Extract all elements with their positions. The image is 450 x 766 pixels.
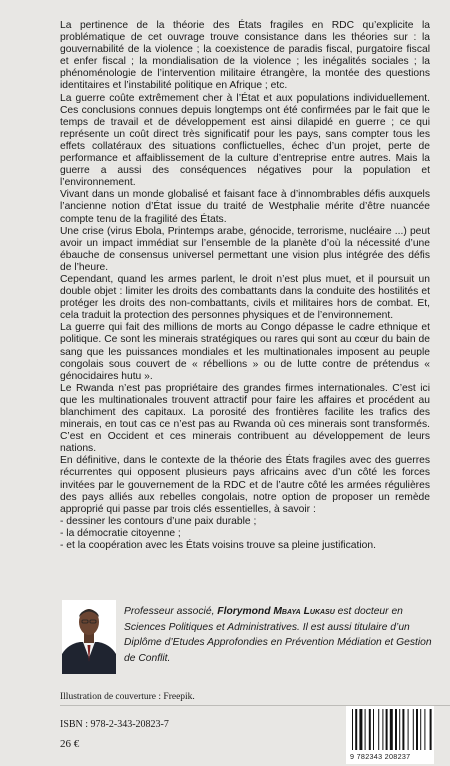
paragraph-5: Cependant, quand les armes parlent, le droit n’est plus muet, et il poursuit un double objet : limiter les droits des combattants dans la conduite des hostilités et protéger les droits des non-combattants, civils et militaires hors de combat. Et, cela traduit la protection des personnes physiques et de l’environnement. — [60, 273, 430, 322]
paragraph-3: Vivant dans un monde globalisé et faisant face à d’innombrables défis auxquels l’ancienne notion d’État issue du traité de Westphalie mérite d’être nuancée compte tenu de la fragilité des États. — [60, 189, 430, 225]
back-cover-text — [60, 20, 430, 552]
price: 26 € — [60, 738, 80, 750]
paragraph-7: Le Rwanda n’est pas propriétaire des grandes firmes internationales. C’est ici que les multinationales trouvent attractif pour faire les affaires et procédent au blanchiment des capitaux. La porosité des frontières facilite les trafics des minerais, en tout cas ce n’est pas au Rwanda où ces minerais sont transformés. C’est en Occident et ces minerais contribuent au développement de leurs nations. — [60, 382, 430, 455]
author-first-name: Florymond — [217, 606, 274, 617]
list-item-3: - et la coopération avec les États voisins trouve sa pleine justification. — [60, 540, 376, 552]
paragraph-6: La guerre qui fait des millions de morts au Congo dépasse le cadre ethnique et politique. Ce sont les minerais stratégiques ou rares qui sont au cœur du bain de sang que les puissances mondiales et les multinationales imposent au peuple congolais sous couvert de « rébellions » ou de lutte contre de prétendus « génocidaires hutu ». — [60, 322, 430, 382]
author-bio — [124, 604, 436, 666]
bio-prefix: Professeur associé, — [124, 606, 218, 617]
isbn: ISBN : 978-2-343-20823-7 — [60, 719, 169, 730]
paragraph-8: En définitive, dans le contexte de la théorie des États fragiles avec des guerres récurrentes qui opposent plusieurs pays africains avec d’un côté les forces invitées par le gouvernement de la RDC et de l’autre côté les armées régulières des pays alliés aux rebelles congolais, notre option de proposer un remède approprié qui passe par trois clés essentielles, à savoir : — [60, 455, 430, 515]
author-name — [217, 606, 334, 617]
author-section — [60, 598, 440, 680]
paragraph-2: La guerre coûte extrêmement cher à l’État et aux populations individuellement. Ces conclusions connues depuis longtemps ont été confirmées par le fait que le temps de travail et de développement est ainsi dilapidé en guerre ; ce qui représente un coût direct très significatif pour les pays, sans compter tous les effets collatéraux des situations conflictuelles, échec d’un projet, perte de performance et affaiblissement de la culture d’entreprise entre autres. Mais la guerre a aussi des conséquences négatives pour la population et l’environnement. — [60, 92, 430, 189]
list-item-2: - la démocratie citoyenne ; — [60, 527, 181, 539]
cover-illustration-credit: Illustration de couverture : Freepik. — [60, 692, 195, 702]
paragraph-4: Une crise (virus Ebola, Printemps arabe, génocide, terrorisme, nucléaire ...) peut avoir un impact immédiat sur l’ensemble de la planète d’où la nécessité d’une ébauche de consensus universel permettant une vision plus intégrée des défis de l’heure. — [60, 225, 430, 273]
author-last-name: Mbaya Lukasu — [273, 606, 335, 617]
barcode-bars-icon — [346, 706, 434, 752]
barcode — [346, 706, 434, 764]
barcode-number: 9 782343 208237 — [350, 752, 411, 761]
paragraph-1: La pertinence de la théorie des États fragiles en RDC qu’explicite la problématique de cet ouvrage trouve consistance dans les théories sur : la gouvernabilité de la violence ; la coexistence de paradis fiscal, purgatoire fiscal et enfer fiscal ; la mondialisation de la violence ; les inégalités sociales ; la phénoménologie de l’intervention militaire étrangère, la montée des questions identitaires et l’instabilité politique en Afrique ; etc. — [60, 20, 430, 92]
bio-suffix: est docteur en Sciences Politiques et Administratives. Il est aussi titulaire d’un Diplôme d’Etudes Approfondies en Prévention Médiation et Gestion de Conflit. — [124, 606, 432, 664]
author-photo — [62, 600, 116, 674]
list-item-1: - dessiner les contours d’une paix durable ; — [60, 515, 257, 527]
